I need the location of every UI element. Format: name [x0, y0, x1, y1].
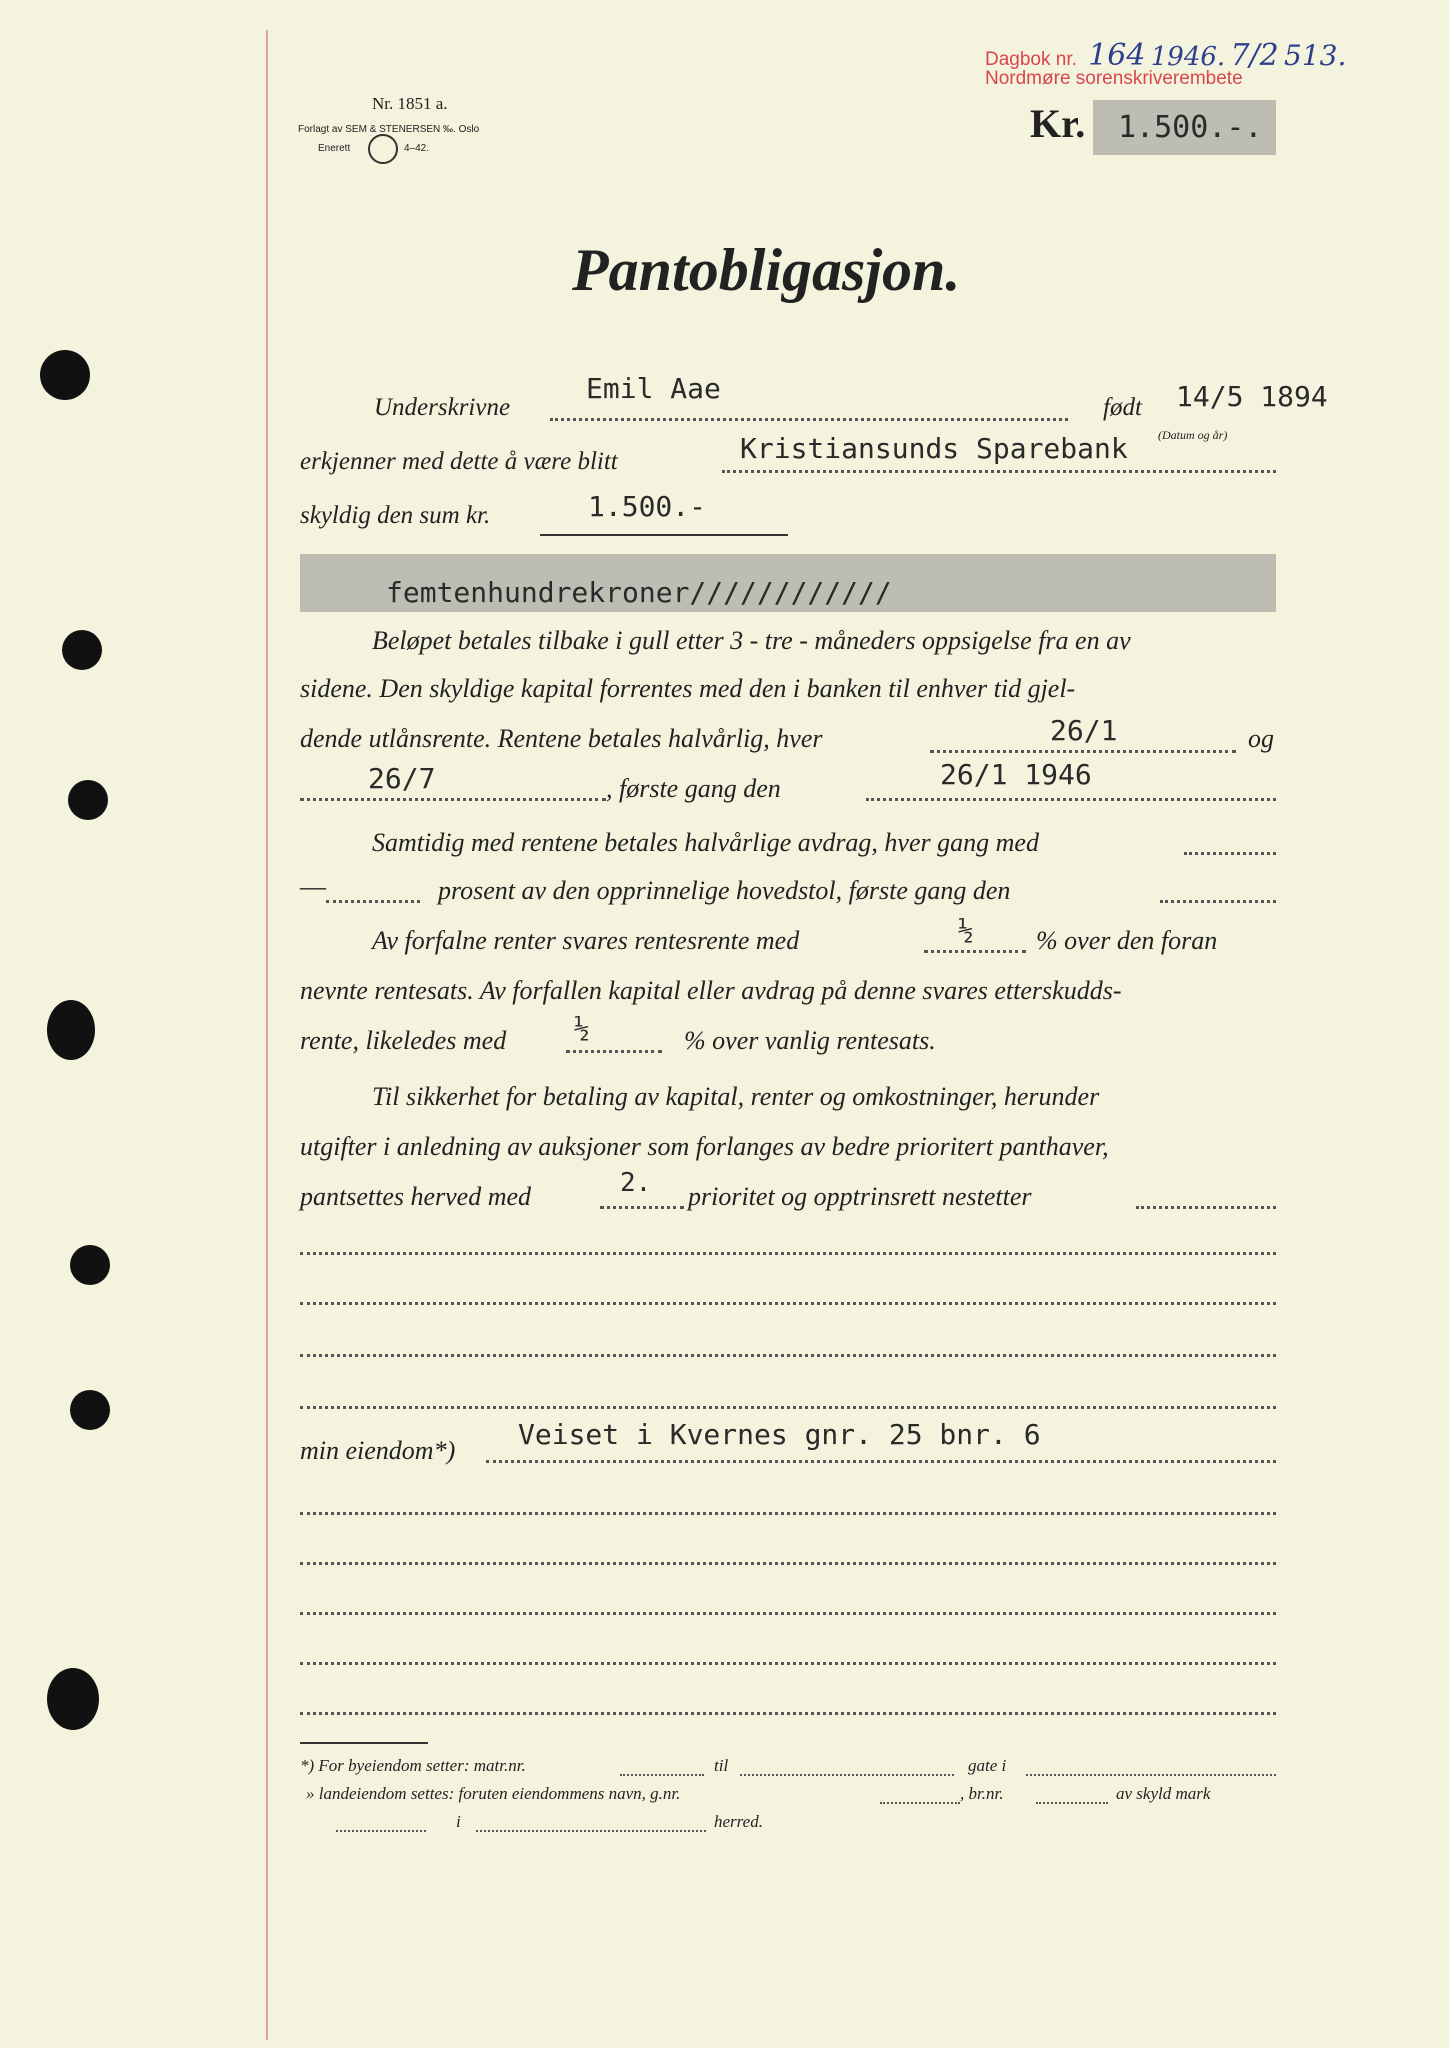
footnote-matr-line: [620, 1774, 704, 1776]
undersigned-value: Emil Aae: [586, 372, 721, 405]
document-title: Pantobligasjon.: [572, 237, 961, 303]
blank-line: [300, 1252, 1276, 1255]
punch-hole: [70, 1245, 110, 1285]
born-label: født: [1103, 394, 1142, 421]
interest-date-1-line: [930, 750, 1236, 753]
form-rights: Enerett: [318, 143, 351, 154]
blank-line: [300, 1612, 1276, 1615]
form-number: Nr. 1851 a.: [372, 94, 448, 113]
sum-label: skyldig den sum kr.: [300, 502, 491, 529]
terms-line-2: sidene. Den skyldige kapital forrentes med den i banken til enhver tid gjel-: [300, 674, 1076, 703]
footnote-line-1b: til: [714, 1756, 729, 1775]
footnote-rule: [300, 1742, 428, 1744]
punch-hole: [70, 1390, 110, 1430]
amount-label: Kr.: [1030, 101, 1086, 146]
footnote-line-2a: » landeiendom settes: foruten eiendommens navn, g.nr.: [306, 1784, 681, 1803]
stamp-page: 513.: [1284, 39, 1347, 72]
property-value: Veiset i Kvernes gnr. 25 bnr. 6: [518, 1418, 1041, 1451]
footnote-gnr-line: [880, 1802, 960, 1804]
interest-date-1: 26/1: [1050, 714, 1118, 747]
penalty-line-2: nevnte rentesats. Av forfallen kapital eller avdrag på denne svares etterskudds-: [300, 976, 1122, 1005]
creditor-value: Kristiansunds Sparebank: [740, 432, 1128, 465]
penalty-line-3b: % over vanlig rentesats.: [684, 1026, 936, 1055]
stamp-year: 1946.: [1150, 42, 1226, 72]
property-label: min eiendom*): [300, 1436, 456, 1465]
security-line-3a: pantsettes herved med: [300, 1182, 532, 1211]
amount-value: 1.500.-.: [1118, 110, 1263, 145]
security-line-2: utgifter i anledning av auksjoner som forlanges av bedre prioritert panthaver,: [300, 1132, 1109, 1161]
penalty-rate-1-line: [924, 950, 1026, 953]
blank-line: [300, 1562, 1276, 1565]
priority-value: 2.: [620, 1168, 652, 1198]
punch-hole: [68, 780, 108, 820]
security-line-3b: prioritet og opptrinsrett nestetter: [688, 1182, 1032, 1211]
property-line: [486, 1460, 1276, 1463]
first-date: 26/1 1946: [940, 758, 1092, 791]
punch-hole: [47, 1000, 95, 1060]
stamp-label: Dagbok nr.: [985, 49, 1077, 70]
footnote-line-2c: av skyld mark: [1116, 1784, 1211, 1803]
penalty-line-1a: Av forfalne renter svares rentesrente med: [372, 926, 800, 955]
blank-line: [300, 1302, 1276, 1305]
penalty-line-1b: % over den foran: [1036, 926, 1218, 955]
installment-percent-line: [326, 900, 420, 903]
penalty-rate-2-line: [566, 1050, 662, 1053]
interest-date-2-line: [300, 798, 606, 801]
footnote-skyld-line: [336, 1830, 426, 1832]
punch-hole: [62, 630, 102, 670]
footnote-line-1a: *) For byeiendom setter: matr.nr.: [300, 1756, 526, 1775]
installment-amount-line: [1184, 852, 1276, 855]
blank-line: [300, 1662, 1276, 1665]
born-value: 14/5 1894: [1176, 380, 1328, 413]
punch-hole: [47, 1668, 99, 1730]
installment-line-2: prosent av den opprinnelige hovedstol, første gang den: [438, 876, 1011, 905]
priority-line: [600, 1206, 684, 1209]
stamp-date: 7/2: [1230, 38, 1279, 73]
security-line-1: Til sikkerhet for betaling av kapital, renter og omkostninger, herunder: [372, 1082, 1100, 1111]
form-edition: 4–42.: [404, 143, 430, 154]
terms-line-3: dende utlånsrente. Rentene betales halvårlig, hver: [300, 724, 823, 753]
installment-dash: —: [300, 872, 326, 901]
terms-line-1: Beløpet betales tilbake i gull etter 3 - tre - måneders oppsigelse fra en av: [372, 626, 1131, 655]
blank-line: [300, 1406, 1276, 1409]
footnote-til-line: [740, 1774, 954, 1776]
undersigned-line: [550, 418, 1068, 421]
publisher-logo: [368, 134, 398, 164]
penalty-line-3a: rente, likeledes med: [300, 1026, 507, 1055]
footnote-line-3b: herred.: [714, 1812, 763, 1831]
blank-line: [300, 1512, 1276, 1515]
blank-line: [300, 1712, 1276, 1715]
creditor-line: [722, 470, 1276, 473]
penalty-rate-1: ½: [958, 916, 974, 946]
installment-line-1: Samtidig med rentene betales halvårlige avdrag, hver gang med: [372, 828, 1039, 857]
stamp-number: 164: [1088, 38, 1146, 73]
born-hint: (Datum og år): [1158, 428, 1228, 442]
security-extra-line: [1136, 1206, 1276, 1209]
sum-underline: [540, 534, 788, 536]
margin-rule: [266, 30, 268, 2040]
first-date-line: [866, 798, 1276, 801]
footnote-line-1c: gate i: [968, 1756, 1007, 1775]
installment-first-line: [1160, 900, 1276, 903]
sum-words: femtenhundrekroner////////////: [386, 576, 892, 609]
footnote-gate-line: [1026, 1774, 1276, 1776]
penalty-rate-2: ½: [574, 1014, 590, 1044]
sum-value: 1.500.-: [588, 490, 707, 523]
terms-first-time: , første gang den: [606, 774, 781, 803]
undersigned-label: Underskrivne: [374, 394, 511, 421]
footnote-brnr-line: [1036, 1802, 1108, 1804]
footnote-herred-line: [476, 1830, 706, 1832]
creditor-label: erkjenner med dette å være blitt: [300, 448, 618, 475]
interest-date-2: 26/7: [368, 762, 436, 795]
footnote-line-2b: , br.nr.: [960, 1784, 1004, 1803]
punch-hole: [40, 350, 90, 400]
blank-line: [300, 1354, 1276, 1357]
form-publisher: Forlagt av SEM & STENERSEN ‰. Oslo: [298, 124, 480, 135]
terms-and: og: [1248, 724, 1274, 753]
footnote-line-3a: i: [456, 1812, 461, 1831]
stamp-office: Nordmøre sorenskriverembete: [985, 68, 1243, 89]
